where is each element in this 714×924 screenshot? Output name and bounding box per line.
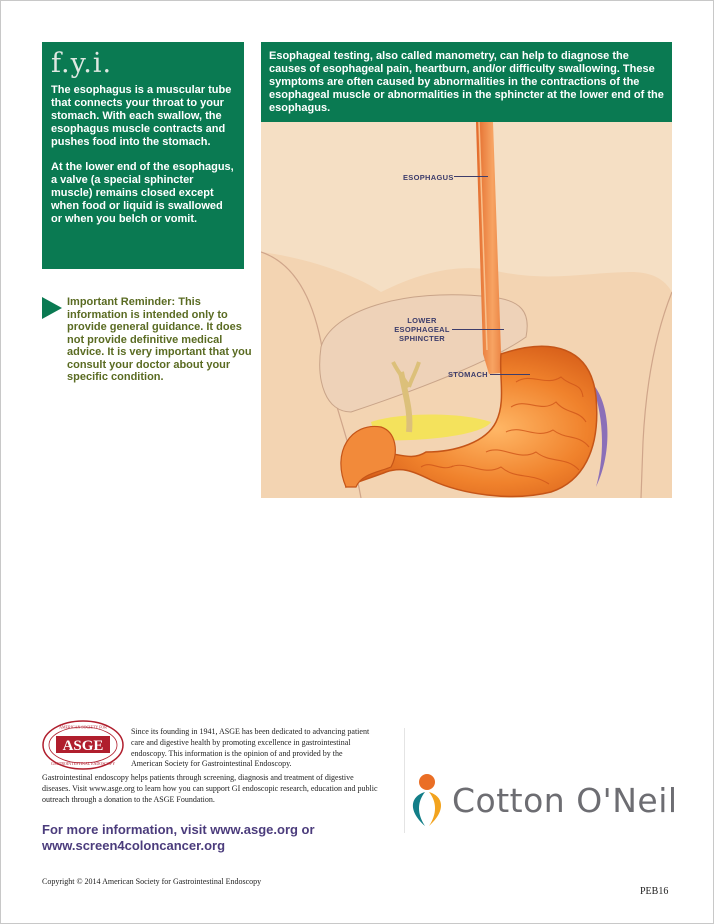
cotton-oneil-logo-icon	[403, 770, 451, 828]
asge-logo	[42, 720, 124, 770]
label-lower-line3: SPHINCTER	[398, 334, 446, 343]
cotton-oneil-logo-text: Cotton O'Neil	[452, 781, 678, 820]
anatomy-illustration-panel	[261, 42, 672, 498]
svg-text:AMERICAN SOCIETY FOR: AMERICAN SOCIETY FOR	[59, 724, 107, 730]
reminder-text: Important Reminder: This information is intended only to provide general guidance. It does not provide definitive medical advice. It is very important that you consult your doctor about your specific condition.	[67, 296, 252, 383]
label-esophagus-leader	[454, 176, 488, 177]
fyi-box	[42, 42, 244, 269]
arrow-right-icon	[42, 297, 62, 319]
label-lower-esophageal-sphincter	[389, 316, 455, 343]
label-sphincter-leader	[452, 329, 504, 330]
copyright: Copyright © 2014 American Society for Gastrointestinal Endoscopy	[42, 877, 262, 886]
svg-text:ASGE: ASGE	[62, 738, 104, 754]
label-esophagus: ESOPHAGUS	[403, 173, 454, 182]
more-information-links[interactable]: For more information, visit www.asge.org or www.screen4coloncancer.org	[42, 822, 315, 853]
fyi-paragraph-esophagus: The esophagus is a muscular tube that connects your throat to your stomach. With each swallow, the esophagus muscle contracts and pushes food into the stomach.	[51, 84, 232, 148]
fyi-title: f.y.i.	[51, 48, 113, 79]
fyi-paragraph-valve: At the lower end of the esophagus, a valve (a special sphincter muscle) remains closed except when food or liquid is swallowed or when you belch or vomit.	[51, 161, 234, 225]
label-stomach-leader	[490, 374, 530, 375]
label-stomach: STOMACH	[448, 370, 488, 379]
gi-endoscopy-description: Gastrointestinal endoscopy helps patients through screening, diagnosis and treatment of digestive diseases. Visit www.asge.org to learn how you can support GI endoscopic research, education and public outreach through a donation to the ASGE Foundation.	[42, 773, 378, 804]
illustration-caption: Esophageal testing, also called manometry, can help to diagnose the causes of esophageal pain, heartburn, and/or difficulty swallowing. These symptoms are often caused by abnormalities in the contractions of the esophageal muscle or abnormalities in the sphincter at the lower end of the esophagus.	[261, 42, 672, 122]
label-lower-line1: LOWER	[407, 316, 437, 325]
svg-text:GASTROINTESTINAL ENDOSCOPY: GASTROINTESTINAL ENDOSCOPY	[50, 761, 116, 766]
esophagus-stomach-illustration	[261, 122, 672, 498]
label-lower-line2: ESOPHAGEAL	[394, 325, 450, 334]
asge-description: Since its founding in 1941, ASGE has been dedicated to advancing patient care and digestive health by promoting excellence in gastrointestinal endoscopy. This information is the opinion of and provided by the American Society for Gastrointestinal Endoscopy.	[131, 727, 370, 769]
document-code: PEB16	[640, 886, 669, 897]
important-reminder	[42, 296, 252, 384]
